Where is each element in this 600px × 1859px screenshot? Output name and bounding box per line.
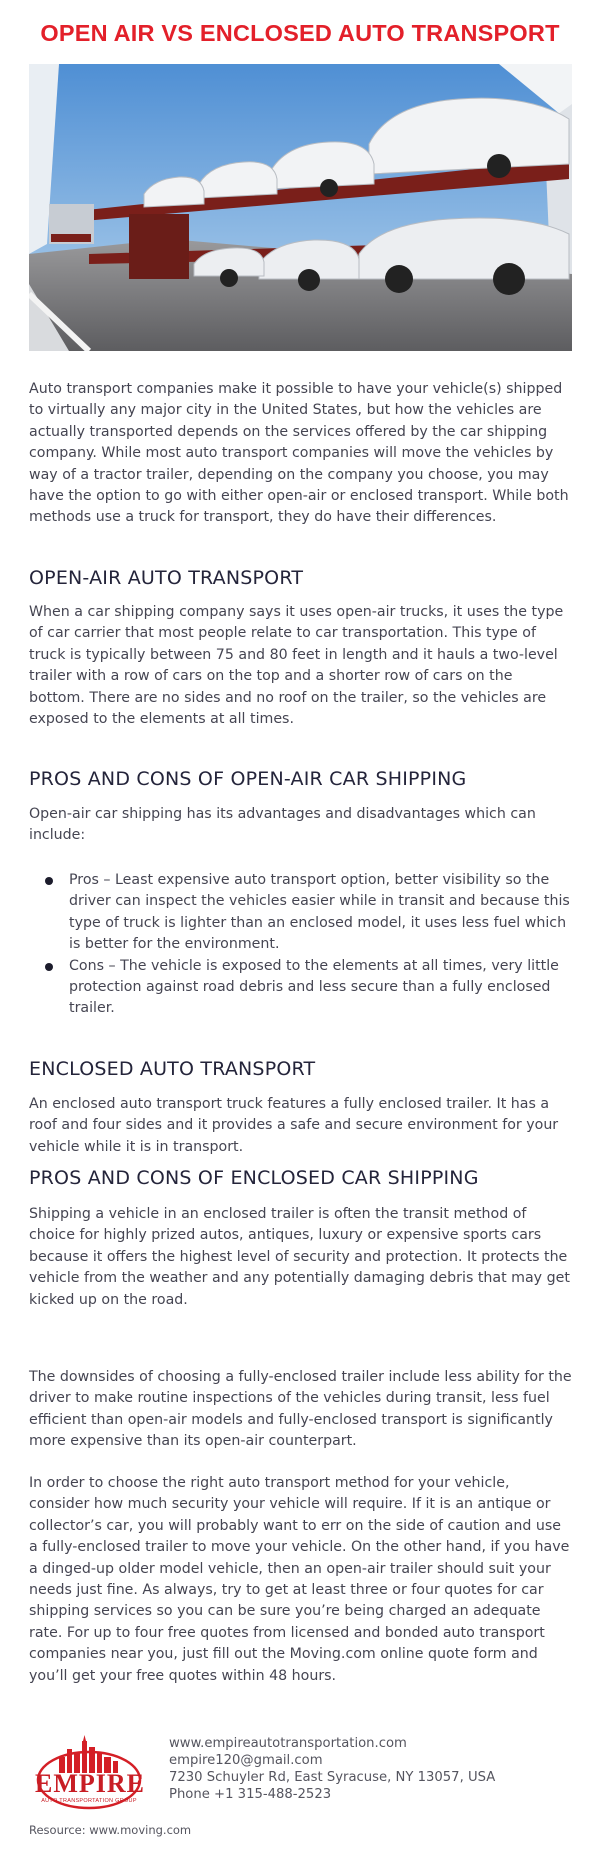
logo-tagline: AUTO TRANSPORTATION GROUP (41, 1798, 137, 1804)
hero-image (29, 64, 572, 351)
enclosed-pros-cons-heading: PROS AND CONS OF ENCLOSED CAR SHIPPING (29, 1167, 479, 1189)
enclosed-pros-cons-paragraph-1: Shipping a vehicle in an enclosed trailer is often the transit method of choice for highly prized autos, antiques, luxury or expensive sports cars because it offers the highest level of security and protection. It protects the vehicle from the weather and any potentially damaging debris that may get kicked up on the road. (29, 1206, 570, 1308)
address-text: 7230 Schuyler Rd, East Syracuse, NY 13057, USA (169, 1770, 496, 1785)
bullet-icon (45, 877, 53, 885)
pros-text: Pros – Least expensive auto transport option, better visibility so the driver can inspect the vehicles easier while in transit and because this type of truck is lighter than an enclosed model, it uses less fuel which is better for the environment. (69, 872, 570, 953)
open-air-pros-cons-intro: Open-air car shipping has its advantages and disadvantages which can include: (29, 806, 536, 844)
website-link[interactable]: www.empireautotransportation.com (169, 1736, 407, 1751)
enclosed-heading: ENCLOSED AUTO TRANSPORT (29, 1058, 316, 1080)
enclosed-paragraph: An enclosed auto transport truck features a fully enclosed trailer. It has a roof and four sides and it provides a safe and secure environment for your vehicle while it is in transport. (29, 1096, 559, 1155)
email-link[interactable]: empire120@gmail.com (169, 1753, 323, 1768)
page-title: OPEN AIR VS ENCLOSED AUTO TRANSPORT (40, 20, 560, 46)
intro-paragraph: Auto transport companies make it possible to have your vehicle(s) shipped to virtually any major city in the United States, but how the vehicles are actually transported depends on the services offered by the car shipping company. While most auto transport companies will move the vehicles by way of a tractor trailer, depending on the company you choose, you may have the option to go with either open-air or enclosed transport. While both methods use a truck for transport, they do have their differences. (29, 381, 569, 526)
open-air-heading: OPEN-AIR AUTO TRANSPORT (29, 567, 304, 589)
open-air-pros-cons-list (29, 870, 572, 1020)
bullet-icon (45, 963, 53, 971)
phone-text: Phone +1 315-488-2523 (169, 1787, 332, 1802)
footer (29, 1735, 572, 1835)
list-item (29, 956, 572, 1020)
logo-wordmark: EMPIRE (35, 1769, 145, 1798)
open-air-paragraph: When a car shipping company says it uses open-air trucks, it uses the type of car carrier that most people relate to car transportation. This type of truck is typically between 75 and 80 feet in length and it hauls a two-level trailer with a row of cars on the top and a shorter row of cars on the bottom. There are no sides and no roof on the trailer, so the vehicles are exposed to the elements at all times. (29, 604, 564, 728)
car-carrier-truck-photo (29, 64, 572, 351)
empire-logo (35, 1735, 143, 1813)
enclosed-pros-cons-paragraph-2: The downsides of choosing a fully-enclosed trailer include less ability for the driver to make routine inspections of the vehicles during transit, less fuel efficient than open-air models and fully-enclosed transport is significantly more expensive than its open-air counterpart. (29, 1369, 572, 1450)
enclosed-pros-cons-paragraph-3: In order to choose the right auto transport method for your vehicle, consider how much security your vehicle will require. If it is an antique or collector’s car, you will probably want to err on the side of caution and use a fully-enclosed trailer to move your vehicle. On the other hand, if you have a dinged-up older model vehicle, then an open-air trailer should suit your needs just fine. As always, try to get at least three or four quotes for car shipping services so you can be sure you’re being charged an adequate rate. For up to four free quotes from licensed and bonded auto transport companies near you, just fill out the Moving.com online quote form and you’ll get your free quotes within 48 hours. (29, 1475, 570, 1684)
resource-credit: Resource: www.moving.com (29, 1823, 192, 1837)
list-item (29, 870, 572, 956)
contact-info (169, 1735, 495, 1803)
open-air-pros-cons-heading: PROS AND CONS OF OPEN-AIR CAR SHIPPING (29, 768, 467, 790)
cons-text: Cons – The vehicle is exposed to the elements at all times, very little protection against road debris and less secure than a fully enclosed trailer. (69, 957, 559, 1017)
